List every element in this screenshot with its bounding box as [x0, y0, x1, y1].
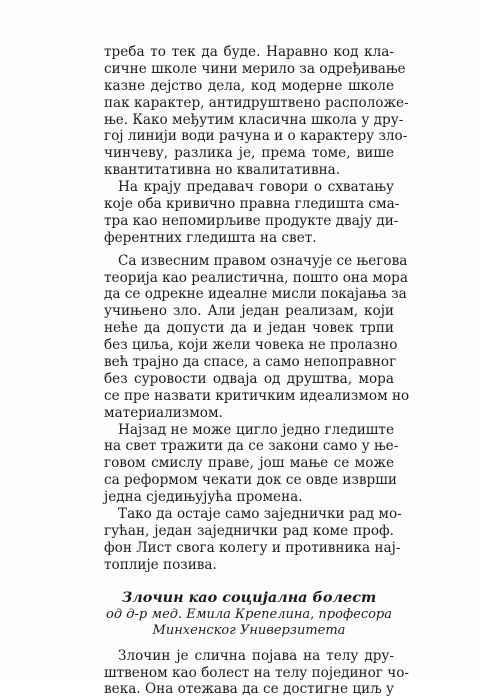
text-line: ферентних гледишта на свет. [104, 229, 317, 246]
paragraph-article-body [104, 647, 409, 698]
text-line: које оба кривично правна гледишта сма- [104, 196, 400, 213]
article-byline: од д-р мед. Емила Крепелина, професора [106, 606, 392, 622]
paragraph-lecturer-view [104, 179, 400, 247]
text-line: чинчеву, разлика је, према томе, више [104, 145, 394, 162]
text-line: без суровости одваја од друштва, мора [104, 370, 394, 387]
text-line: топлије позива. [104, 556, 217, 573]
text-line: гућан, један заједнички рад коме проф. [104, 522, 394, 539]
paragraph-joint-work [104, 506, 402, 574]
text-line: учињено зло. Али један реализам, који [104, 303, 394, 320]
text-line: штвеном као болест на телу појединог чо- [104, 664, 409, 681]
text-line: треба то тек да буде. Наравно код кла- [104, 44, 394, 60]
text-line: једна сједињујућа промена. [104, 489, 303, 506]
text-line: Са извесним правом означује се његова [118, 252, 408, 269]
text-line: да се одрекне идеалне мисли покајања за [104, 286, 407, 303]
text-line: на свет тражити да се закони само у ње- [104, 438, 399, 455]
text-line: гој линији води рачуна и о карактеру зло- [104, 128, 408, 145]
paragraph-realism [104, 252, 410, 422]
text-line: Злочин је слична појава на телу дру- [118, 647, 394, 664]
text-line: теорија као реалистична, пошто она мора [104, 269, 408, 286]
article-title: Злочин као социјална болест [121, 588, 377, 606]
text-line: казне дејство дела, код модерне школе [104, 77, 394, 94]
text-line: Најзад не може цигло једно гледиште [118, 421, 394, 438]
paragraph-worldview [104, 421, 399, 506]
section-gap [104, 640, 394, 648]
section-gap [104, 574, 394, 588]
text-line: тра као непомирљиве продукте двају ди- [104, 212, 399, 229]
text-line: фон Лист свога колегу и противника нај- [104, 539, 401, 556]
article-byline-affiliation: Минхенског Универзитета [152, 623, 346, 639]
paragraph-quantitative [104, 44, 409, 179]
text-line: већ трајно да спасе, а само непоправног [104, 354, 397, 371]
text-line: неће да допусти да и један човек трпи [104, 320, 394, 337]
text-line: квантитативна но квалитативна. [104, 162, 341, 179]
text-line: ње. Како међутим класична школа у дру- [104, 111, 404, 128]
text-line: без циља, који жели човека не пролазно [104, 337, 398, 354]
text-line: материализмом. [104, 404, 223, 421]
text-line: говом смислу праве, још мање се може [104, 455, 394, 472]
text-line: са реформом чекати док се овде изврши [104, 472, 397, 489]
text-line: Тако да остаје само заједнички рад мо- [118, 506, 402, 523]
text-line: се пре назвати критичким идеализмом но [104, 387, 410, 404]
text-line: сичне школе чини мерило за одређивање [104, 60, 406, 77]
text-line: На крају предавач говори о схватању [118, 179, 394, 196]
text-line: века. Она отежава да се достигне циљ у [104, 681, 394, 698]
text-column [104, 44, 410, 698]
text-line: пак карактер, антидруштвено расположе- [104, 94, 409, 111]
